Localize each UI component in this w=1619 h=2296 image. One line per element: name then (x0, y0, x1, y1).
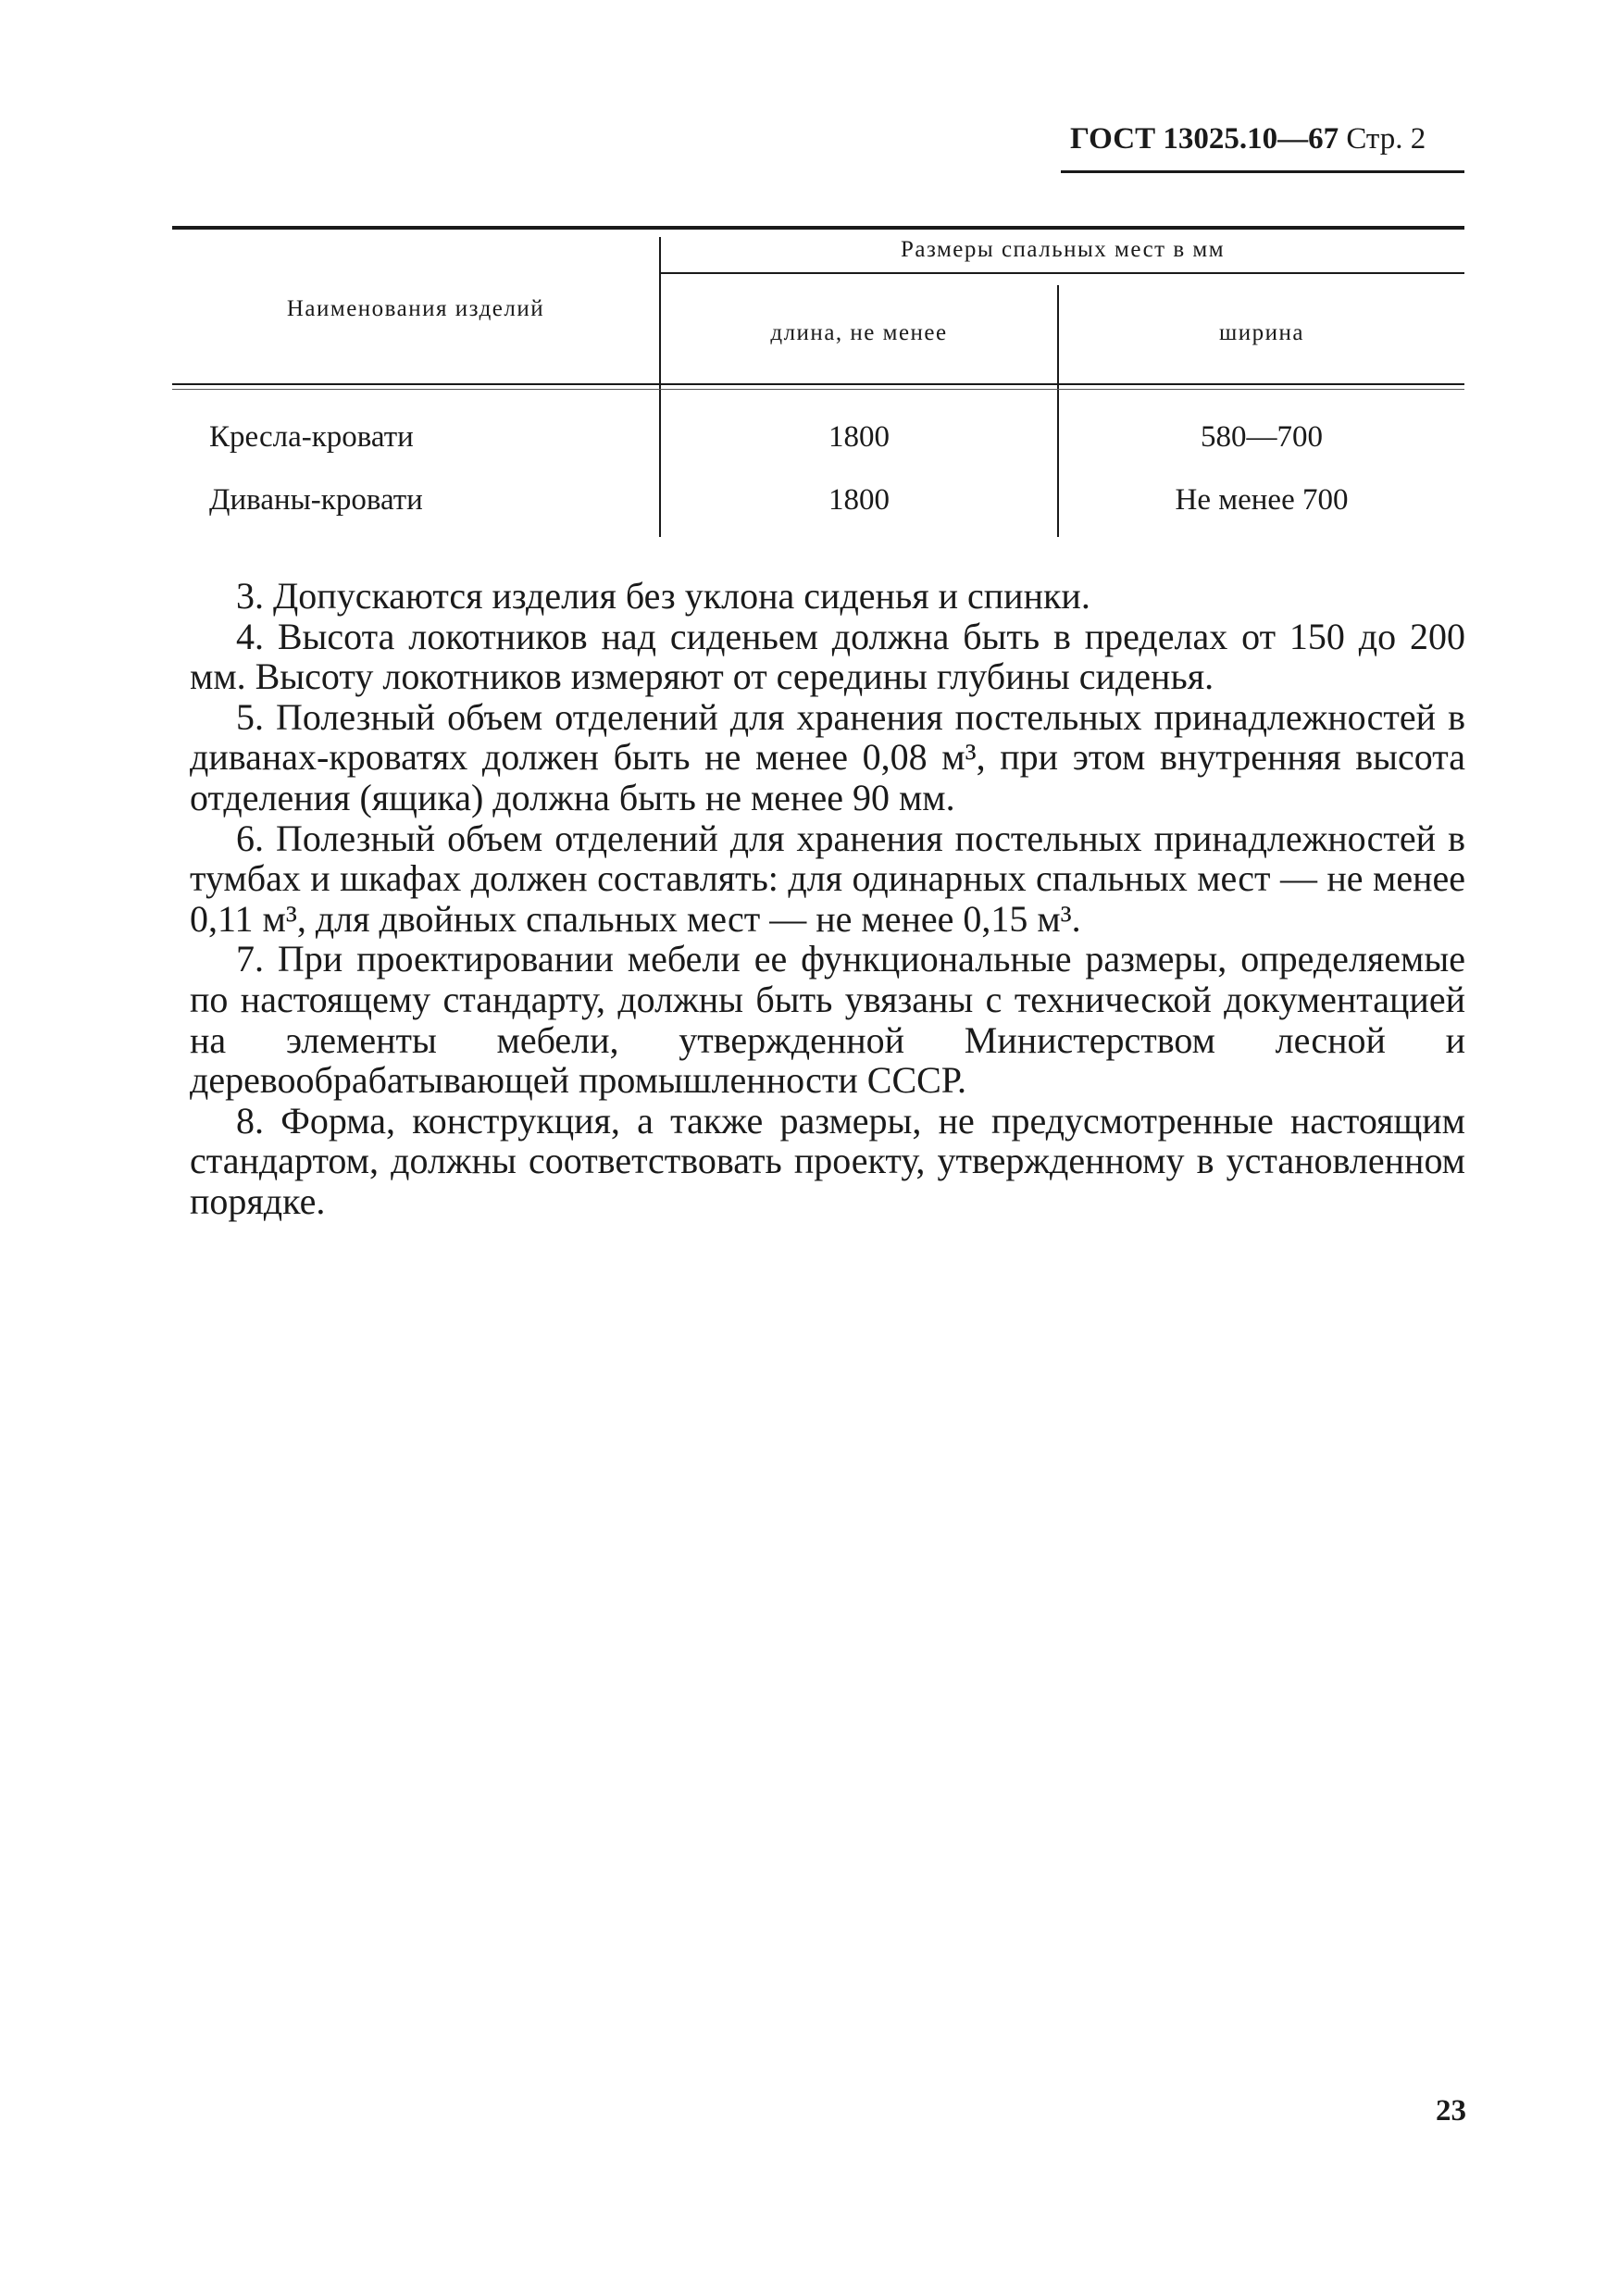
row-length: 1800 (828, 483, 890, 517)
header-rule (1061, 170, 1464, 173)
column-group-header: Размеры спальных мест в мм (900, 237, 1226, 262)
paragraph-5: 5. Полезный объем отделений для хранения постельных принадлежностей в диванах-кроватях должен быть не менее 0,08 м³, при этом внутренняя высота отделения (ящика) должна быть не менее 90 мм. (190, 695, 1465, 818)
row-length: 1800 (828, 420, 890, 454)
standard-code: ГОСТ 13025.10—67 (1070, 122, 1339, 156)
body-text (190, 576, 1465, 1222)
row-width: Не менее 700 (1175, 483, 1349, 517)
sleeping-dimensions-table (172, 218, 1464, 552)
table-header-rule (172, 383, 1464, 385)
paragraph-6: 6. Полезный объем отделений для хранения постельных принадлежностей в тумбах и шкафах должен составлять: для одинарных спальных мест — не менее 0,11 м³, для двойных спальных мест — не менее 0,15 м³. (190, 817, 1465, 940)
table-row (172, 420, 1464, 476)
row-name: Диваны-кровати (209, 483, 423, 517)
paragraph-8: 8. Форма, конструкция, а также размеры, не предусмотренные настоящим стандартом, должны соответствовать проекту, утвержденному в установленном порядке. (190, 1099, 1465, 1222)
paragraph-4: 4. Высота локотников над сиденьем должна быть в пределах от 150 до 200 мм. Высоту локотников измеряют от середины глубины сиденья. (190, 615, 1465, 698)
page-header (1070, 122, 1463, 156)
paragraph-7: 7. При проектировании мебели ее функциональные размеры, определяемые по настоящему стандарту, должны быть увязаны с технической документацией на элементы мебели, утвержденной Министерством лесной и деревообрабатывающей промышленности СССР. (190, 938, 1465, 1102)
table-header-rule (172, 389, 1464, 390)
page-number: 23 (1436, 2094, 1466, 2128)
paragraph-3: 3. Допускаются изделия без уклона сиденья и спинки. (236, 575, 1090, 617)
row-name: Кресла-кровати (209, 420, 414, 454)
table-top-rule (172, 226, 1464, 230)
column-header-width: ширина (1219, 320, 1304, 345)
column-header-length: длина, не менее (770, 320, 948, 345)
row-width: 580—700 (1201, 420, 1323, 454)
table-subheader-rule (661, 272, 1464, 274)
page-label: Стр. 2 (1346, 122, 1426, 156)
column-header-name: Наименования изделий (286, 296, 545, 321)
table-row (172, 483, 1464, 539)
